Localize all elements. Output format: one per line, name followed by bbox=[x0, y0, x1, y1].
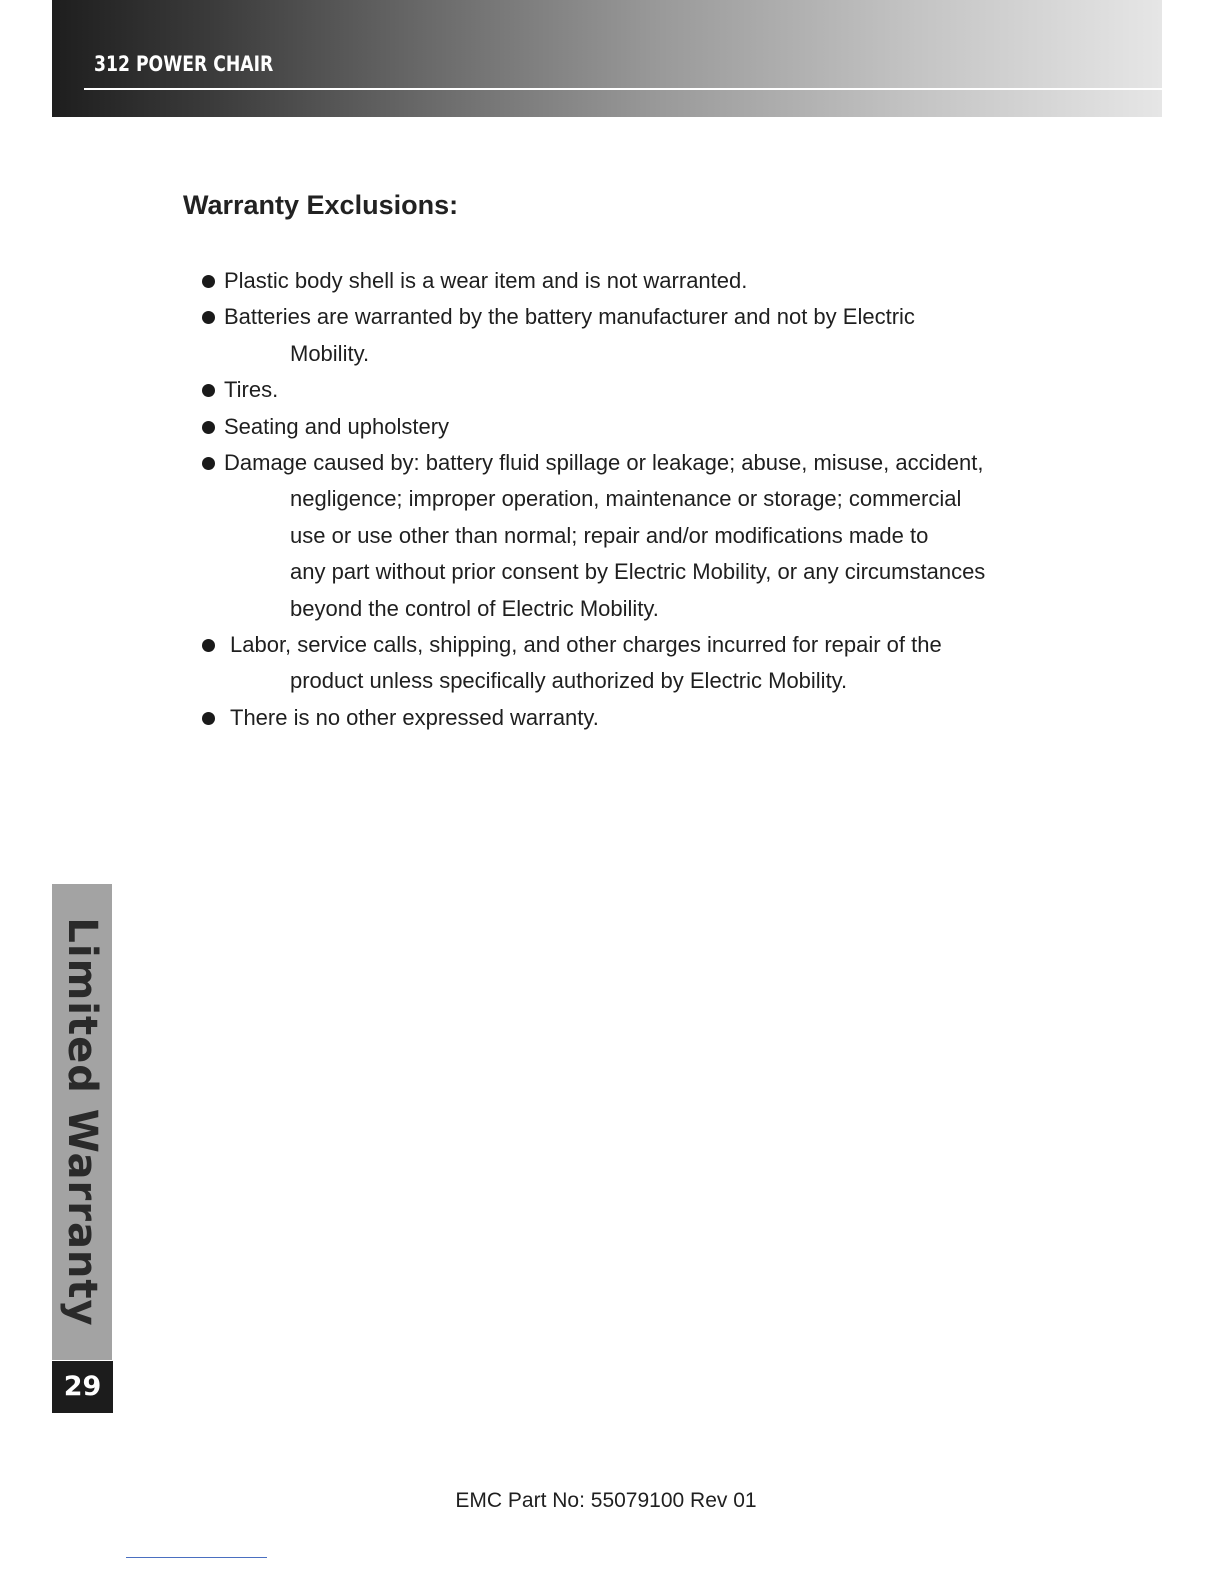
exclusion-line: negligence; improper operation, maintenance or storage; commercial bbox=[290, 486, 962, 512]
exclusion-line: Plastic body shell is a wear item and is not warranted. bbox=[224, 268, 748, 293]
exclusion-line: Mobility. bbox=[290, 340, 370, 366]
page-number-box bbox=[52, 1361, 113, 1413]
header-title: 312 POWER CHAIR bbox=[94, 52, 274, 76]
bullet-icon bbox=[202, 421, 215, 434]
exclusion-line: Seating and upholstery bbox=[224, 413, 450, 439]
footer-part-number: EMC Part No: 55079100 Rev 01 bbox=[455, 1489, 757, 1512]
exclusion-item-no-other-warranty bbox=[200, 700, 1060, 736]
exclusion-item-labor bbox=[200, 627, 1060, 700]
exclusion-line: Tires. bbox=[224, 377, 279, 403]
bullet-icon bbox=[202, 311, 215, 324]
page-number: 29 bbox=[63, 1371, 102, 1402]
footer-rule bbox=[126, 1557, 267, 1558]
bullet-icon bbox=[202, 457, 215, 470]
exclusion-line: any part without prior consent by Electric Mobility, or any circumstances bbox=[290, 559, 986, 585]
bullet-icon bbox=[202, 639, 215, 652]
exclusion-item-damage bbox=[200, 445, 1060, 627]
exclusion-list bbox=[200, 263, 1060, 736]
exclusion-line: beyond the control of Electric Mobility. bbox=[290, 595, 659, 621]
bullet-icon bbox=[202, 712, 215, 725]
exclusion-line: Batteries are warranted by the battery manufacturer and not by Electric bbox=[224, 304, 915, 330]
exclusion-item-plastic-shell bbox=[200, 263, 1060, 299]
exclusion-item-batteries bbox=[200, 299, 1060, 372]
exclusion-item-seating bbox=[200, 409, 1060, 445]
exclusion-line: There is no other expressed warranty. bbox=[230, 704, 599, 730]
bullet-icon bbox=[202, 384, 215, 397]
bullet-icon bbox=[202, 275, 215, 288]
side-tab-label: Limited Warranty bbox=[59, 917, 105, 1327]
exclusion-line: use or use other than normal; repair and/or modifications made to bbox=[290, 522, 929, 548]
header-rule bbox=[84, 88, 1162, 90]
exclusion-line: Damage caused by: battery fluid spillage or leakage; abuse, misuse, accident, bbox=[224, 450, 984, 476]
exclusion-line: Labor, service calls, shipping, and other charges incurred for repair of the bbox=[230, 632, 942, 658]
exclusion-line: product unless specifically authorized by Electric Mobility. bbox=[290, 668, 848, 694]
section-title: Warranty Exclusions: bbox=[183, 190, 459, 220]
exclusion-item-tires bbox=[200, 372, 1060, 408]
